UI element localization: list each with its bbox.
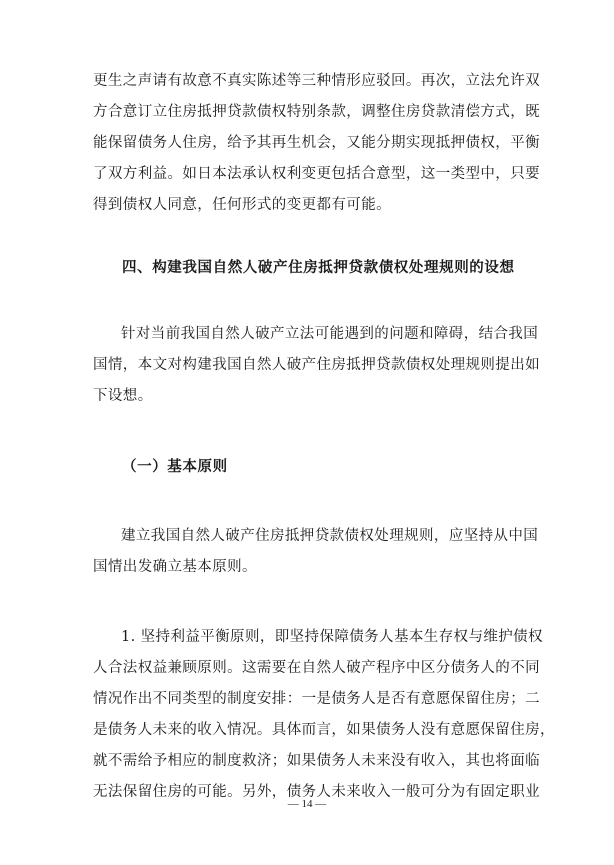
paragraph-intro bbox=[93, 319, 540, 412]
subsection-heading: （一）基本原则 bbox=[122, 458, 228, 475]
paragraph-line: 1. 坚持利益平衡原则，即坚持保障债务人基本生存权与维护债权 bbox=[121, 629, 543, 645]
paragraph-principles-intro bbox=[93, 521, 539, 583]
paragraph-line: 下设想。 bbox=[93, 388, 153, 404]
paragraph-line: 情况作出不同类型的制度安排：一是债务人是否有意愿保留住房；二 bbox=[93, 691, 540, 707]
page-number: — 14 — bbox=[287, 798, 327, 810]
paragraph-line: 针对当前我国自然人破产立法可能遇到的问题和障碍，结合我国 bbox=[121, 326, 539, 342]
paragraph-line: 无法保留住房的可能。另外，债务人未来收入一般可分为有固定职业 bbox=[93, 784, 540, 800]
paragraph-line: 能保留债务人住房，给予其再生机会，又能分期实现抵押债权，平衡 bbox=[93, 135, 540, 151]
paragraph-line: 更生之声请有故意不真实陈述等三种情形应驳回。再次，立法允许双 bbox=[93, 73, 540, 89]
paragraph-line: 国情出发确立基本原则。 bbox=[93, 559, 257, 575]
paragraph-line: 国情，本文对构建我国自然人破产住房抵押贷款债权处理规则提出如 bbox=[93, 357, 540, 373]
paragraph-continuation bbox=[93, 66, 540, 221]
paragraph-line: 了双方利益。如日本法承认权利变更包括合意型，这一类型中，只要 bbox=[93, 166, 540, 182]
paragraph-line: 是债务人未来的收入情况。具体而言，如果债务人没有意愿保留住房， bbox=[93, 722, 555, 738]
paragraph-line: 就不需给予相应的制度救济；如果债务人未来没有收入，其也将面临 bbox=[93, 753, 540, 769]
paragraph-line: 人合法权益兼顾原则。这需要在自然人破产程序中区分债务人的不同 bbox=[93, 660, 540, 676]
section-heading: 四、构建我国自然人破产住房抵押贷款债权处理规则的设想 bbox=[122, 259, 515, 276]
paragraph-line: 方合意订立住房抵押贷款债权特别条款，调整住房贷款清偿方式，既 bbox=[93, 104, 540, 120]
paragraph-line: 得到债权人同意，任何形式的变更都有可能。 bbox=[93, 197, 391, 213]
paragraph-principle-1 bbox=[93, 622, 555, 808]
paragraph-line: 建立我国自然人破产住房抵押贷款债权处理规则，应坚持从中国 bbox=[121, 528, 539, 544]
